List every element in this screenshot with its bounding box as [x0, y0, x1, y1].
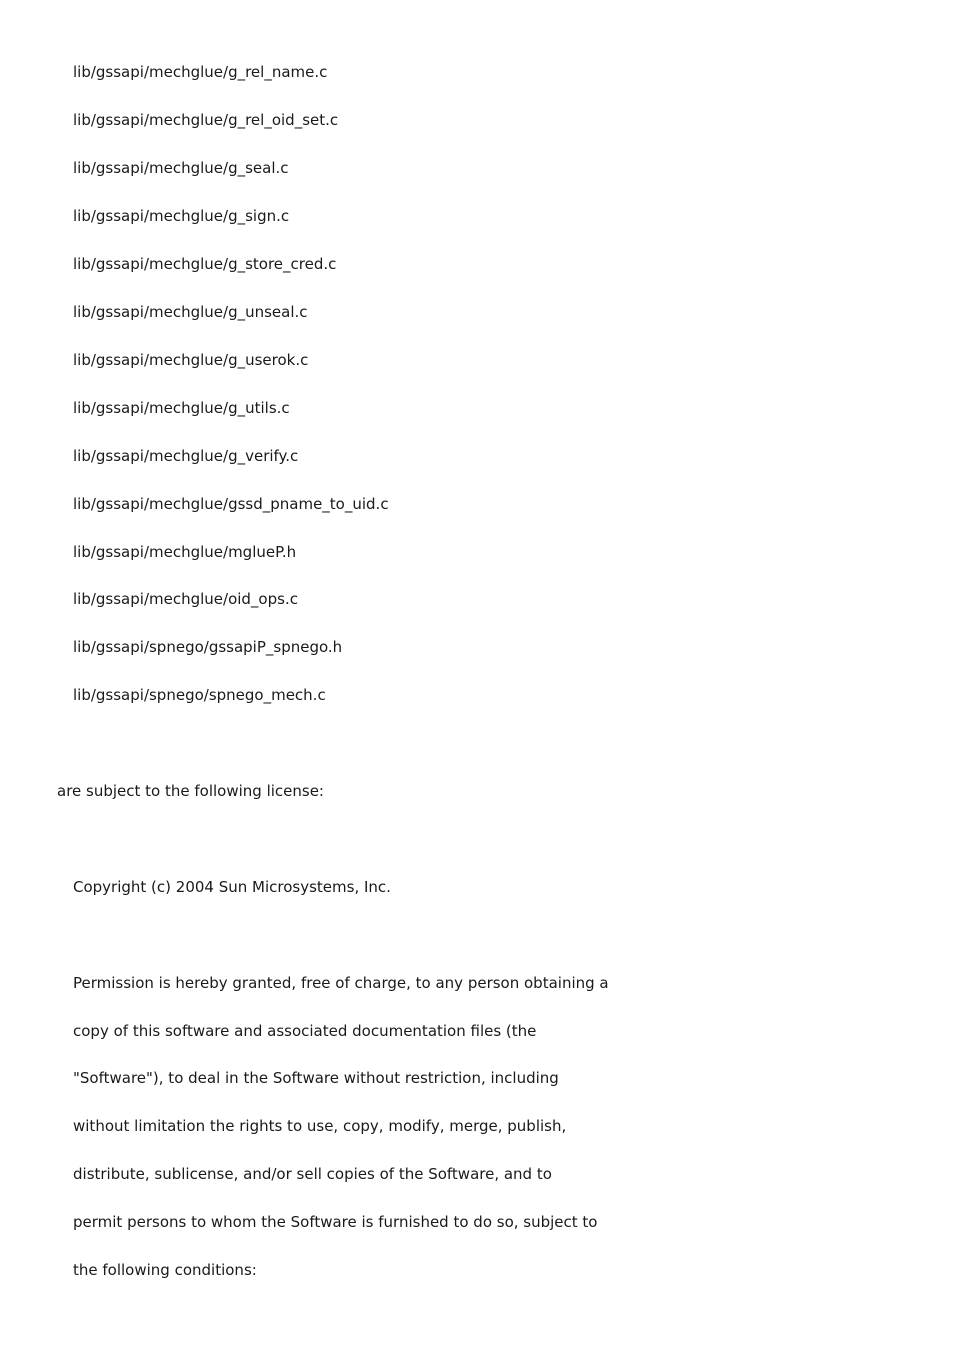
file-list-item: lib/gssapi/mechglue/g_store_cred.c — [73, 255, 337, 273]
permission-line: permit persons to whom the Software is furnished to do so, subject to — [73, 1213, 598, 1231]
file-list-item: lib/gssapi/mechglue/g_userok.c — [73, 351, 309, 369]
file-list-item: lib/gssapi/spnego/gssapiP_spnego.h — [73, 638, 343, 656]
file-list-item: lib/gssapi/mechglue/g_seal.c — [73, 159, 289, 177]
file-list-item: lib/gssapi/mechglue/g_verify.c — [73, 447, 299, 465]
permission-line: copy of this software and associated documentation files (the — [73, 1022, 537, 1040]
license-intro-text: are subject to the following license: — [57, 782, 324, 800]
file-list-item: lib/gssapi/mechglue/mglueP.h — [73, 543, 297, 561]
file-list-item: lib/gssapi/mechglue/gssd_pname_to_uid.c — [73, 495, 389, 513]
permission-line: Permission is hereby granted, free of charge, to any person obtaining a — [73, 974, 609, 992]
permission-line: the following conditions: — [73, 1261, 257, 1279]
file-list-item: lib/gssapi/mechglue/oid_ops.c — [73, 590, 298, 608]
permission-line: distribute, sublicense, and/or sell copies of the Software, and to — [73, 1165, 552, 1183]
permission-line: "Software"), to deal in the Software without restriction, including — [73, 1069, 559, 1087]
file-list-item: lib/gssapi/mechglue/g_unseal.c — [73, 303, 308, 321]
permission-line: without limitation the rights to use, copy, modify, merge, publish, — [73, 1117, 567, 1135]
copyright-notice: Copyright (c) 2004 Sun Microsystems, Inc. — [73, 878, 391, 896]
file-list-item: lib/gssapi/mechglue/g_sign.c — [73, 207, 290, 225]
file-list-item: lib/gssapi/mechglue/g_utils.c — [73, 399, 290, 417]
file-list-item: lib/gssapi/spnego/spnego_mech.c — [73, 686, 326, 704]
file-list-item: lib/gssapi/mechglue/g_rel_name.c — [73, 63, 328, 81]
file-list-item: lib/gssapi/mechglue/g_rel_oid_set.c — [73, 111, 339, 129]
